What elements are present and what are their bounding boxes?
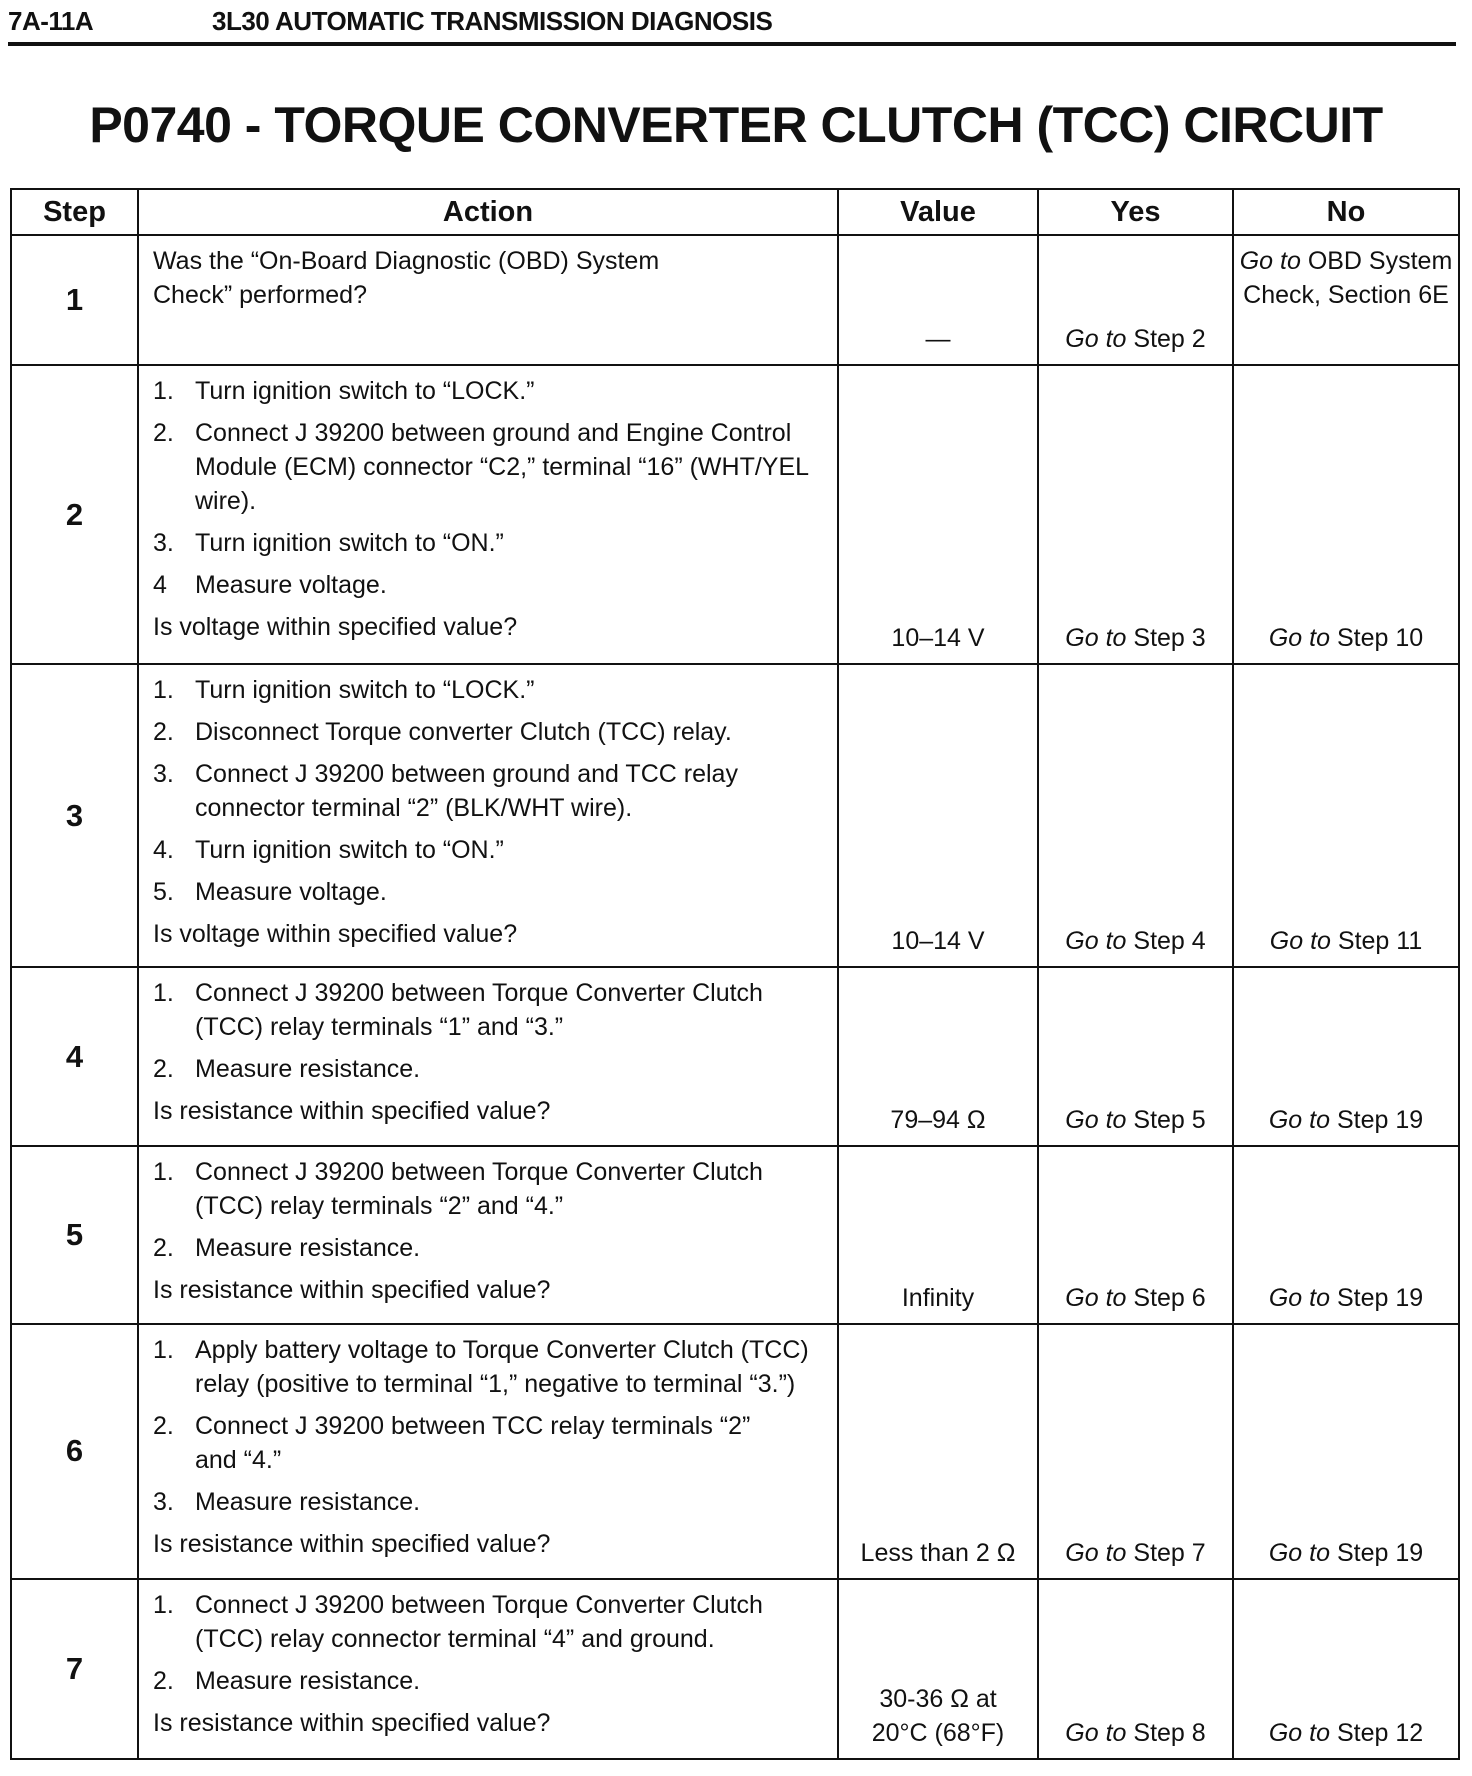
yes-target: Step 8 (1133, 1719, 1206, 1747)
no-cell (1233, 1324, 1459, 1579)
page-number: 7A-11A (8, 6, 94, 36)
action-cell (138, 967, 838, 1145)
column-header-yes: Yes (1038, 189, 1233, 235)
table-row (11, 1146, 1459, 1324)
table-row (11, 967, 1459, 1145)
value-cell: 10–14 V (838, 664, 1038, 968)
step-number: 2 (11, 365, 138, 664)
goto-label: Go to (1065, 1105, 1127, 1134)
section-title: 3L30 AUTOMATIC TRANSMISSION DIAGNOSIS (212, 6, 773, 36)
value-cell: 79–94 Ω (838, 967, 1038, 1145)
table-header-row (11, 189, 1459, 235)
instruction-item: 2. Connect J 39200 between TCC relay terminals “2” and “4.” (153, 1412, 751, 1475)
table-row (11, 235, 1459, 365)
step-number: 3 (11, 664, 138, 968)
step-number: 6 (11, 1324, 138, 1579)
yes-target: Step 4 (1133, 927, 1206, 956)
yes-target: Step 5 (1133, 1105, 1206, 1134)
yes-cell (1038, 1324, 1233, 1579)
goto-label: Go to (1268, 1719, 1330, 1747)
no-cell (1233, 1146, 1459, 1324)
yes-cell (1038, 967, 1233, 1145)
table-row (11, 1324, 1459, 1579)
column-header-step: Step (11, 189, 138, 235)
goto-label: Go to (1268, 1284, 1330, 1313)
yes-target: Step 6 (1133, 1284, 1206, 1313)
no-target: Step 12 (1336, 1719, 1424, 1747)
yes-target: Step 3 (1133, 623, 1206, 652)
yes-target: Step 2 (1133, 325, 1206, 354)
goto-label: Go to (1268, 1538, 1330, 1567)
no-cell (1233, 1579, 1459, 1759)
goto-label: Go to (1268, 623, 1330, 652)
no-cell (1233, 967, 1459, 1145)
no-target: Step 10 (1336, 623, 1424, 652)
instruction-item: 2. Measure resistance. (153, 1666, 421, 1695)
table-row (11, 1579, 1459, 1759)
goto-label: Go to (1065, 325, 1127, 354)
goto-label: Go to (1269, 927, 1331, 956)
goto-label: Go to (1065, 927, 1127, 956)
goto-label: Go to (1065, 623, 1127, 652)
action-cell (138, 1324, 838, 1579)
no-cell (1233, 664, 1459, 968)
instruction-item: 2. Measure resistance. (153, 1055, 421, 1084)
page-header (8, 2, 1456, 46)
instruction-item: 1. Turn ignition switch to “LOCK.” (153, 377, 535, 406)
no-target: OBD System Check, Section 6E (1243, 247, 1453, 309)
action-question: Is resistance within specified value? (153, 1097, 551, 1126)
no-cell (1233, 235, 1459, 365)
yes-cell (1038, 1146, 1233, 1324)
action-cell (138, 235, 838, 365)
action-question: Was the “On-Board Diagnostic (OBD) System Check” performed? (153, 247, 660, 309)
yes-cell (1038, 664, 1233, 968)
no-cell (1233, 365, 1459, 664)
value-cell: — (838, 235, 1038, 365)
action-cell (138, 1579, 838, 1759)
table-row (11, 365, 1459, 664)
goto-label: Go to (1065, 1284, 1127, 1313)
no-target: Step 19 (1336, 1284, 1424, 1313)
action-question: Is voltage within specified value? (153, 613, 518, 642)
instruction-item: 2. Connect J 39200 between ground and Engine Control Module (ECM) connector “C2,” terminal “16” (WHT/YEL wire). (153, 419, 809, 516)
goto-label: Go to (1268, 1105, 1330, 1134)
action-cell (138, 1146, 838, 1324)
value-cell: Infinity (838, 1146, 1038, 1324)
column-header-no: No (1233, 189, 1459, 235)
instruction-item: 1. Turn ignition switch to “LOCK.” (153, 675, 535, 704)
yes-target: Step 7 (1133, 1538, 1206, 1567)
instruction-item: 2. Disconnect Torque converter Clutch (TCC) relay. (153, 717, 732, 746)
column-header-value: Value (838, 189, 1038, 235)
goto-label: Go to (1065, 1538, 1127, 1567)
action-cell (138, 365, 838, 664)
goto-label: Go to (1065, 1719, 1127, 1747)
value-cell: 30-36 Ω at 20°C (68°F) (838, 1579, 1038, 1759)
action-cell (138, 664, 838, 968)
instruction-item: 2. Measure resistance. (153, 1233, 421, 1262)
instruction-item: 1. Connect J 39200 between Torque Converter Clutch (TCC) relay connector terminal “4” and ground. (153, 1590, 763, 1653)
step-number: 1 (11, 235, 138, 365)
instruction-item: 1. Connect J 39200 between Torque Converter Clutch (TCC) relay terminals “1” and “3.” (153, 979, 763, 1042)
yes-cell (1038, 1579, 1233, 1759)
step-number: 5 (11, 1146, 138, 1324)
instruction-item: 3. Measure resistance. (153, 1488, 421, 1517)
instruction-item: 1. Apply battery voltage to Torque Converter Clutch (TCC) relay (positive to terminal “1,” negative to terminal “3.”) (153, 1336, 809, 1399)
column-header-action: Action (138, 189, 838, 235)
action-question: Is resistance within specified value? (153, 1530, 551, 1559)
instruction-item: 4. Turn ignition switch to “ON.” (153, 835, 504, 864)
no-target: Step 11 (1337, 927, 1423, 956)
action-question: Is resistance within specified value? (153, 1708, 551, 1737)
value-cell: Less than 2 Ω (838, 1324, 1038, 1579)
instruction-item: 5. Measure voltage. (153, 877, 387, 906)
instruction-item: 4 Measure voltage. (153, 571, 387, 600)
diagnostic-table (10, 188, 1460, 1760)
step-number: 7 (11, 1579, 138, 1759)
instruction-item: 3. Connect J 39200 between ground and TCC relay connector terminal “2” (BLK/WHT wire). (153, 759, 738, 822)
yes-cell (1038, 365, 1233, 664)
goto-label: Go to (1239, 247, 1301, 275)
action-question: Is voltage within specified value? (153, 919, 518, 948)
no-target: Step 19 (1336, 1105, 1424, 1134)
no-target: Step 19 (1336, 1538, 1424, 1567)
instruction-item: 3. Turn ignition switch to “ON.” (153, 529, 504, 558)
instruction-item: 1. Connect J 39200 between Torque Converter Clutch (TCC) relay terminals “2” and “4.” (153, 1157, 763, 1220)
page-title: P0740 - TORQUE CONVERTER CLUTCH (TCC) CIRCUIT (89, 97, 1383, 153)
step-number: 4 (11, 967, 138, 1145)
value-cell: 10–14 V (838, 365, 1038, 664)
table-row (11, 664, 1459, 968)
yes-cell (1038, 235, 1233, 365)
action-question: Is resistance within specified value? (153, 1275, 551, 1304)
